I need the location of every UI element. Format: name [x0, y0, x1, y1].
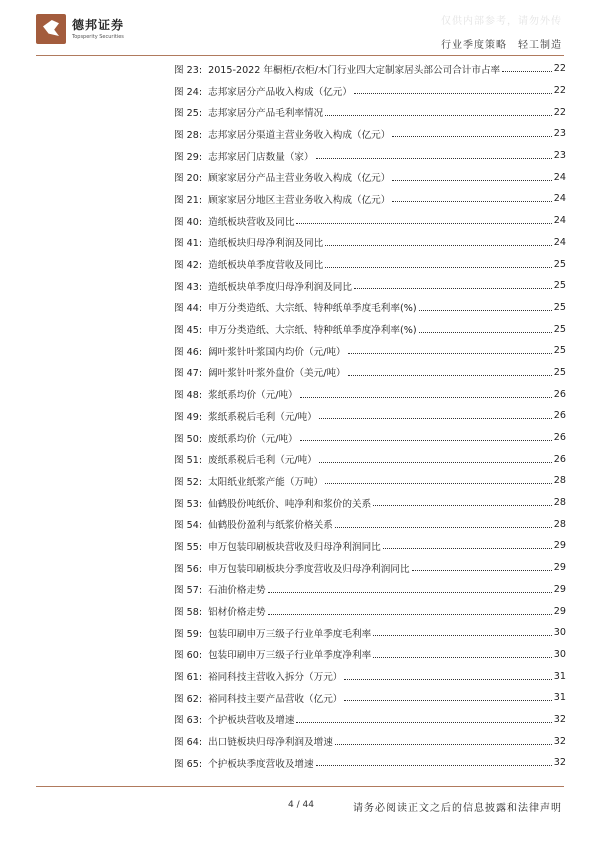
toc-entry-title: 石油价格走势 — [208, 585, 266, 597]
toc-entry-title: 申万包装印刷板块营收及归母净利润同比 — [208, 541, 381, 553]
toc-entry-page: 26 — [553, 388, 566, 400]
toc-entry-title: 个护板块营收及增速 — [208, 715, 295, 727]
company-name-en: Topsperity Securities — [72, 34, 124, 40]
toc-entry-label: 图 21: — [174, 194, 203, 206]
toc-entry[interactable] — [174, 535, 566, 557]
toc-entry-page: 32 — [553, 735, 566, 747]
toc-entry-title: 造纸板块归母净利润及同比 — [208, 238, 324, 250]
toc-entry-title: 裕同科技主营收入拆分（万元） — [208, 672, 343, 684]
toc-entry-label: 图 45: — [174, 325, 203, 337]
toc-entry[interactable] — [174, 362, 566, 384]
toc-leader-dots — [296, 722, 551, 723]
toc-leader-dots — [392, 201, 551, 202]
toc-entry-page: 29 — [553, 540, 566, 552]
toc-entry[interactable] — [174, 513, 566, 535]
toc-leader-dots — [373, 635, 552, 636]
toc-entry-page: 30 — [553, 627, 566, 639]
toc-entry-title: 裕同科技主要产品营收（亿元） — [208, 693, 343, 705]
toc-leader-dots — [316, 158, 552, 159]
toc-entry[interactable] — [174, 405, 566, 427]
toc-entry-page: 22 — [553, 63, 566, 75]
toc-entry-page: 24 — [553, 215, 566, 227]
toc-entry-page: 22 — [553, 85, 566, 97]
toc-entry-title: 包装印刷申万三级子行业单季度净利率 — [208, 650, 372, 662]
toc-entry[interactable] — [174, 123, 566, 145]
toc-entry-label: 图 59: — [174, 628, 203, 640]
toc-entry-page: 24 — [553, 236, 566, 248]
toc-leader-dots — [502, 71, 552, 72]
toc-leader-dots — [354, 288, 552, 289]
toc-entry[interactable] — [174, 448, 566, 470]
toc-entry-label: 图 47: — [174, 368, 203, 380]
toc-entry-label: 图 40: — [174, 216, 203, 228]
toc-entry-page: 29 — [553, 562, 566, 574]
toc-leader-dots — [344, 700, 551, 701]
toc-entry[interactable] — [174, 622, 566, 644]
toc-entry-page: 32 — [553, 713, 566, 725]
toc-entry[interactable] — [174, 600, 566, 622]
toc-entry-title: 太阳纸业纸浆产能（万吨） — [208, 476, 324, 488]
toc-entry-page: 28 — [553, 475, 566, 487]
toc-entry-title: 阔叶浆针叶浆外盘价（美元/吨） — [208, 368, 346, 380]
toc-entry-title: 志邦家居门店数量（家） — [208, 151, 314, 163]
toc-entry[interactable] — [174, 340, 566, 362]
toc-entry-label: 图 48: — [174, 390, 203, 402]
toc-entry-title: 浆纸系均价（元/吨） — [208, 390, 298, 402]
toc-entry-title: 浆纸系税后毛利（元/吨） — [208, 411, 317, 423]
toc-leader-dots — [383, 548, 552, 549]
toc-entry-label: 图 25: — [174, 108, 203, 120]
toc-entry[interactable] — [174, 145, 566, 167]
toc-entry-label: 图 58: — [174, 607, 203, 619]
toc-entry[interactable] — [174, 557, 566, 579]
toc-entry-page: 25 — [553, 301, 566, 313]
toc-entry-title: 造纸板块营收及同比 — [208, 216, 295, 228]
toc-entry-title: 申万分类造纸、大宗纸、特种纸单季度毛利率(%) — [208, 303, 417, 315]
toc-entry[interactable] — [174, 80, 566, 102]
toc-entry-title: 造纸板块单季度营收及同比 — [208, 260, 324, 272]
toc-entry-page: 22 — [553, 106, 566, 118]
toc-entry-page: 28 — [553, 497, 566, 509]
toc-entry-page: 28 — [553, 518, 566, 530]
toc-leader-dots — [325, 245, 552, 246]
toc-entry-label: 图 24: — [174, 86, 203, 98]
toc-entry[interactable] — [174, 166, 566, 188]
toc-entry-page: 30 — [553, 648, 566, 660]
toc-entry[interactable] — [174, 297, 566, 319]
toc-entry-label: 图 55: — [174, 541, 203, 553]
toc-leader-dots — [300, 440, 552, 441]
page-header — [0, 0, 600, 58]
toc-leader-dots — [316, 765, 552, 766]
toc-entry-title: 阔叶浆针叶浆国内均价（元/吨） — [208, 346, 346, 358]
toc-entry-label: 图 23: — [174, 64, 203, 76]
toc-entry-label: 图 46: — [174, 346, 203, 358]
toc-entry-label: 图 41: — [174, 238, 203, 250]
toc-entry-label: 图 43: — [174, 281, 203, 293]
toc-entry-label: 图 42: — [174, 260, 203, 272]
toc-entry-page: 32 — [553, 757, 566, 769]
toc-entry-title: 顾家家居分产品主营业务收入构成（亿元） — [208, 173, 391, 185]
toc-entry-title: 废纸系均价（元/吨） — [208, 433, 298, 445]
toc-leader-dots — [325, 483, 552, 484]
toc-entry-page: 25 — [553, 323, 566, 335]
toc-entry-title: 铝材价格走势 — [208, 607, 266, 619]
toc-entry-page: 24 — [553, 171, 566, 183]
toc-entry-page: 24 — [553, 193, 566, 205]
toc-entry-title: 仙鹤股份吨纸价、吨净利和浆价的关系 — [208, 498, 372, 510]
toc-entry-page: 25 — [553, 280, 566, 292]
report-section-title: 行业季度策略 轻工制造 — [441, 40, 562, 51]
toc-entry-label: 图 63: — [174, 715, 203, 727]
toc-entry[interactable] — [174, 709, 566, 731]
logo-mark-icon — [36, 14, 66, 44]
toc-entry[interactable] — [174, 101, 566, 123]
toc-leader-dots — [348, 353, 552, 354]
toc-entry-label: 图 57: — [174, 585, 203, 597]
toc-entry-label: 图 49: — [174, 411, 203, 423]
toc-entry[interactable] — [174, 232, 566, 254]
toc-entry-title: 顾家家居分地区主营业务收入构成（亿元） — [208, 194, 391, 206]
toc-leader-dots — [348, 375, 552, 376]
toc-entry-title: 废纸系税后毛利（元/吨） — [208, 455, 317, 467]
toc-entry[interactable] — [174, 687, 566, 709]
toc-leader-dots — [373, 505, 552, 506]
toc-leader-dots — [296, 223, 551, 224]
toc-leader-dots — [335, 744, 552, 745]
toc-entry-label: 图 51: — [174, 455, 203, 467]
toc-entry-title: 出口链板块归母净利润及增速 — [208, 737, 333, 749]
toc-entry-label: 图 64: — [174, 737, 203, 749]
toc-entry-page: 26 — [553, 410, 566, 422]
toc-entry-title: 志邦家居分渠道主营业务收入构成（亿元） — [208, 129, 391, 141]
toc-entry-page: 25 — [553, 345, 566, 357]
toc-entry-label: 图 53: — [174, 498, 203, 510]
figure-table-of-contents — [174, 58, 566, 774]
toc-entry[interactable] — [174, 644, 566, 666]
toc-entry-page: 26 — [553, 453, 566, 465]
toc-entry-label: 图 60: — [174, 650, 203, 662]
toc-entry-title: 仙鹤股份盈利与纸浆价格关系 — [208, 520, 333, 532]
toc-leader-dots — [344, 679, 551, 680]
toc-entry[interactable] — [174, 275, 566, 297]
toc-entry[interactable] — [174, 665, 566, 687]
toc-entry-title: 申万包装印刷板块分季度营收及归母净利润同比 — [208, 563, 410, 575]
toc-leader-dots — [412, 570, 552, 571]
page-number: 4 / 44 — [288, 800, 314, 810]
toc-leader-dots — [419, 310, 552, 311]
toc-leader-dots — [268, 592, 552, 593]
company-name: 德邦证券 — [72, 18, 125, 32]
toc-entry-title: 申万分类造纸、大宗纸、特种纸单季度净利率(%) — [208, 325, 417, 337]
toc-entry-title: 个护板块季度营收及增速 — [208, 758, 314, 770]
toc-entry[interactable] — [174, 58, 566, 80]
toc-entry[interactable] — [174, 492, 566, 514]
toc-entry-label: 图 44: — [174, 303, 203, 315]
toc-entry-label: 图 29: — [174, 151, 203, 163]
toc-leader-dots — [392, 180, 551, 181]
toc-entry-label: 图 65: — [174, 758, 203, 770]
toc-leader-dots — [300, 397, 552, 398]
toc-leader-dots — [419, 332, 552, 333]
toc-leader-dots — [319, 418, 552, 419]
toc-leader-dots — [268, 614, 552, 615]
toc-entry-title: 包装印刷申万三级子行业单季度毛利率 — [208, 628, 372, 640]
toc-entry-title: 志邦家居分产品毛利率情况 — [208, 108, 324, 120]
toc-entry-page: 29 — [553, 605, 566, 617]
disclaimer-text: 请务必阅读正文之后的信息披露和法律声明 — [353, 803, 562, 814]
toc-entry-label: 图 50: — [174, 433, 203, 445]
toc-entry-title: 志邦家居分产品收入构成（亿元） — [208, 86, 352, 98]
watermark-text: 仅供内部参考，请勿外传 — [441, 16, 562, 27]
toc-leader-dots — [335, 527, 552, 528]
toc-entry-label: 图 61: — [174, 672, 203, 684]
footer-divider — [36, 786, 564, 787]
toc-entry-label: 图 20: — [174, 173, 203, 185]
toc-leader-dots — [319, 462, 552, 463]
toc-entry-page: 23 — [553, 150, 566, 162]
toc-entry-page: 26 — [553, 432, 566, 444]
toc-entry[interactable] — [174, 188, 566, 210]
toc-entry-title: 造纸板块单季度归母净利润及同比 — [208, 281, 352, 293]
toc-entry-label: 图 56: — [174, 563, 203, 575]
toc-entry[interactable] — [174, 383, 566, 405]
toc-entry[interactable] — [174, 210, 566, 232]
toc-entry-page: 31 — [553, 692, 566, 704]
toc-leader-dots — [392, 136, 551, 137]
toc-entry-title: 2015-2022 年橱柜/衣柜/木门行业四大定制家居头部公司合计市占率 — [208, 64, 501, 76]
toc-entry-page: 23 — [553, 128, 566, 140]
toc-entry-page: 29 — [553, 583, 566, 595]
toc-entry-label: 图 28: — [174, 129, 203, 141]
toc-entry[interactable] — [174, 730, 566, 752]
toc-entry[interactable] — [174, 253, 566, 275]
toc-entry-page: 25 — [553, 258, 566, 270]
toc-entry-label: 图 62: — [174, 693, 203, 705]
toc-entry[interactable] — [174, 427, 566, 449]
toc-entry-label: 图 52: — [174, 476, 203, 488]
toc-leader-dots — [373, 657, 552, 658]
toc-leader-dots — [325, 267, 552, 268]
toc-leader-dots — [354, 93, 552, 94]
header-divider — [36, 55, 564, 56]
toc-entry[interactable] — [174, 470, 566, 492]
toc-entry[interactable] — [174, 752, 566, 774]
toc-entry-page: 31 — [553, 670, 566, 682]
toc-entry-label: 图 54: — [174, 520, 203, 532]
toc-leader-dots — [325, 115, 552, 116]
toc-entry[interactable] — [174, 579, 566, 601]
toc-entry-page: 25 — [553, 366, 566, 378]
company-logo — [36, 14, 146, 48]
toc-entry[interactable] — [174, 318, 566, 340]
